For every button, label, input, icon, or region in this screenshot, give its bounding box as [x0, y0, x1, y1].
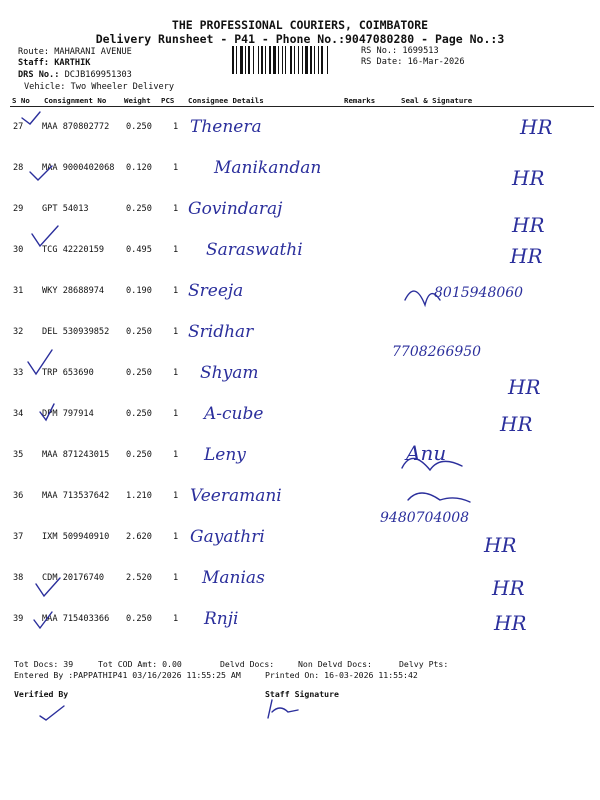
- barcode-bar: [290, 46, 292, 74]
- row-sno: 32: [13, 327, 24, 337]
- route-label: Route:: [18, 47, 50, 57]
- row-weight: 0.250: [126, 368, 152, 378]
- rs-no-value: 1699513: [402, 46, 439, 56]
- barcode-bar: [294, 46, 295, 74]
- verified-tick: [40, 706, 64, 720]
- barcode-bar: [261, 46, 263, 74]
- row-consignment-no: IXM 509940910: [42, 532, 110, 542]
- barcode-bar: [278, 46, 279, 74]
- handwritten-signature: 8015948060: [434, 285, 524, 301]
- row-sno: 27: [13, 122, 24, 132]
- drs-label: DRS No.:: [18, 70, 60, 80]
- col-weight: Weight: [124, 96, 151, 105]
- barcode-bar: [302, 46, 303, 74]
- handwritten-consignee-name: Leny: [204, 445, 246, 465]
- barcode-bar: [310, 46, 312, 74]
- row-sno: 39: [13, 614, 24, 624]
- handwritten-signature: HR: [508, 375, 541, 399]
- row-weight: 0.250: [126, 614, 152, 624]
- row-pcs: 1: [173, 573, 179, 583]
- row-consignment-no: MAA 870802772: [42, 122, 110, 132]
- col-consignee: Consignee Details: [188, 96, 264, 105]
- row-consignment-no: MAA 871243015: [42, 450, 110, 460]
- handwritten-consignee-name: Govindaraj: [188, 199, 283, 219]
- table-row: [0, 476, 600, 526]
- row-weight: 0.190: [126, 286, 152, 296]
- row-weight: 0.250: [126, 409, 152, 419]
- row-consignment-no: CDM 20176740: [42, 573, 105, 583]
- row-consignment-no: GPT 54013: [42, 204, 89, 214]
- row-pcs: 1: [173, 409, 179, 419]
- handwritten-signature: Anu: [406, 441, 447, 465]
- row-pcs: 1: [173, 532, 179, 542]
- row-consignment-no: DPM 797914: [42, 409, 94, 419]
- handwritten-consignee-name: Manias: [202, 568, 265, 588]
- row-consignment-no: MAA 9000402068: [42, 163, 115, 173]
- row-pcs: 1: [173, 204, 179, 214]
- handwritten-consignee-name: Saraswathi: [206, 240, 303, 260]
- row-weight: 0.250: [126, 327, 152, 337]
- printed-on: Printed On: 16-03-2026 11:55:42: [265, 670, 418, 680]
- col-seal: Seal & Signature: [401, 96, 473, 105]
- verified-by: Verified By: [14, 689, 69, 699]
- row-pcs: 1: [173, 245, 179, 255]
- row-sno: 35: [13, 450, 24, 460]
- row-pcs: 1: [173, 450, 179, 460]
- row-sno: 33: [13, 368, 24, 378]
- staff-signature-label: Staff Signature: [265, 689, 339, 699]
- row-sno: 38: [13, 573, 24, 583]
- barcode-bar: [327, 46, 328, 74]
- table-row: [0, 353, 600, 399]
- vehicle-line: [24, 82, 174, 92]
- row-pcs: 1: [173, 122, 179, 132]
- drs-line: [18, 70, 132, 80]
- barcode-bar: [240, 46, 243, 74]
- drs-value: DCJB169951303: [64, 70, 132, 80]
- row-sno: 31: [13, 286, 24, 296]
- vehicle-label: Vehicle:: [24, 82, 66, 92]
- barcode-bar: [314, 46, 315, 74]
- barcode-bar: [282, 46, 283, 74]
- handwritten-signature: HR: [500, 412, 533, 436]
- row-sno: 30: [13, 245, 24, 255]
- barcode-bar: [236, 46, 237, 74]
- delvd-docs: Delvd Docs:: [220, 659, 275, 669]
- row-sno: 36: [13, 491, 24, 501]
- row-weight: 0.250: [126, 450, 152, 460]
- non-delvd-docs: Non Delvd Docs:: [298, 659, 372, 669]
- row-weight: 0.250: [126, 122, 152, 132]
- barcode-bar: [298, 46, 299, 74]
- handwritten-consignee-name: Veeramani: [190, 486, 282, 506]
- route-line: [18, 47, 132, 57]
- entered-by: Entered By :PAPPATHIP41 03/16/2026 11:55:25 AM: [14, 670, 241, 680]
- rs-date-line: [361, 57, 465, 67]
- row-weight: 0.495: [126, 245, 152, 255]
- handwritten-consignee-name: A-cube: [204, 404, 264, 424]
- handwritten-signature: 7708266950: [392, 344, 482, 360]
- row-weight: 0.250: [126, 204, 152, 214]
- col-sno: S No: [12, 96, 30, 105]
- handwritten-consignee-name: Sridhar: [188, 322, 254, 342]
- handwritten-signature: 9480704008: [380, 510, 470, 526]
- handwritten-consignee-name: Manikandan: [214, 158, 322, 178]
- table-row: [0, 189, 600, 237]
- row-consignment-no: WKY 28688974: [42, 286, 105, 296]
- rs-date-label: RS Date:: [361, 57, 403, 67]
- barcode-bar: [305, 46, 308, 74]
- table-row: [0, 394, 600, 435]
- table-row: [0, 312, 600, 360]
- row-sno: 29: [13, 204, 24, 214]
- barcode-image: [232, 46, 356, 74]
- barcode-bar: [273, 46, 276, 74]
- handwritten-signature: HR: [512, 166, 545, 190]
- handwritten-signature: HR: [520, 115, 553, 139]
- staff-signature-ink: [268, 700, 298, 718]
- tot-cod: Tot COD Amt: 0.00: [98, 659, 182, 669]
- barcode-bar: [248, 46, 250, 74]
- table-row: [0, 517, 600, 558]
- delvy-pts: Delvy Pts:: [399, 659, 449, 669]
- handwritten-signature: HR: [492, 576, 525, 600]
- row-weight: 0.120: [126, 163, 152, 173]
- handwritten-consignee-name: Gayathri: [190, 527, 265, 547]
- barcode-bar: [253, 46, 254, 74]
- table-row: [0, 148, 600, 189]
- staff-value: KARTHIK: [54, 58, 91, 68]
- row-consignment-no: TRP 653690: [42, 368, 94, 378]
- barcode-bar: [285, 46, 286, 74]
- row-sno: 34: [13, 409, 24, 419]
- barcode-bar: [245, 46, 246, 74]
- handwritten-signature: HR: [494, 611, 527, 635]
- row-pcs: 1: [173, 327, 179, 337]
- row-pcs: 1: [173, 286, 179, 296]
- handwritten-signature: HR: [484, 533, 517, 557]
- row-consignment-no: DEL 530939852: [42, 327, 110, 337]
- row-weight: 2.620: [126, 532, 152, 542]
- handwritten-signature: HR: [510, 244, 543, 268]
- col-remarks: Remarks: [344, 96, 376, 105]
- rs-date-value: 16-Mar-2026: [407, 57, 465, 67]
- col-pcs: PCS: [161, 96, 175, 105]
- handwritten-consignee-name: Rnji: [204, 609, 239, 629]
- handwritten-consignee-name: Sreeja: [188, 281, 244, 301]
- barcode-bar: [258, 46, 259, 74]
- route-value: MAHARANI AVENUE: [54, 47, 132, 57]
- rs-no-line: [361, 46, 439, 56]
- col-consignment: Consignment No: [44, 96, 107, 105]
- staff-line: [18, 58, 90, 68]
- row-weight: 2.520: [126, 573, 152, 583]
- company-title: THE PROFESSIONAL COURIERS, COIMBATORE: [171, 18, 429, 32]
- row-consignment-no: TCG 42220159: [42, 245, 105, 255]
- table-row: [0, 271, 600, 312]
- vehicle-value: Two Wheeler Delivery: [70, 82, 175, 92]
- barcode-bar: [232, 46, 234, 74]
- table-row: [0, 599, 600, 640]
- tot-docs: Tot Docs: 39: [14, 659, 74, 669]
- table-row: [0, 435, 600, 476]
- barcode-bar: [318, 46, 319, 74]
- staff-label: Staff:: [18, 58, 50, 68]
- handwritten-consignee-name: Thenera: [190, 117, 262, 137]
- table-row: [0, 107, 600, 148]
- handwritten-signature: HR: [512, 213, 545, 237]
- barcode-bar: [265, 46, 266, 74]
- row-consignment-no: MAA 713537642: [42, 491, 110, 501]
- row-pcs: 1: [173, 163, 179, 173]
- row-pcs: 1: [173, 368, 179, 378]
- barcode-bar: [321, 46, 323, 74]
- table-row: [0, 558, 600, 599]
- row-weight: 1.210: [126, 491, 152, 501]
- row-pcs: 1: [173, 491, 179, 501]
- runsheet-subtitle: Delivery Runsheet - P41 - Phone No.:9047080280 - Page No.:3: [95, 32, 505, 46]
- rs-no-label: RS No.:: [361, 46, 398, 56]
- barcode-bar: [269, 46, 271, 74]
- row-sno: 28: [13, 163, 24, 173]
- row-pcs: 1: [173, 614, 179, 624]
- row-sno: 37: [13, 532, 24, 542]
- row-consignment-no: MAA 715403366: [42, 614, 110, 624]
- handwritten-consignee-name: Shyam: [200, 363, 259, 383]
- table-row: [0, 230, 600, 271]
